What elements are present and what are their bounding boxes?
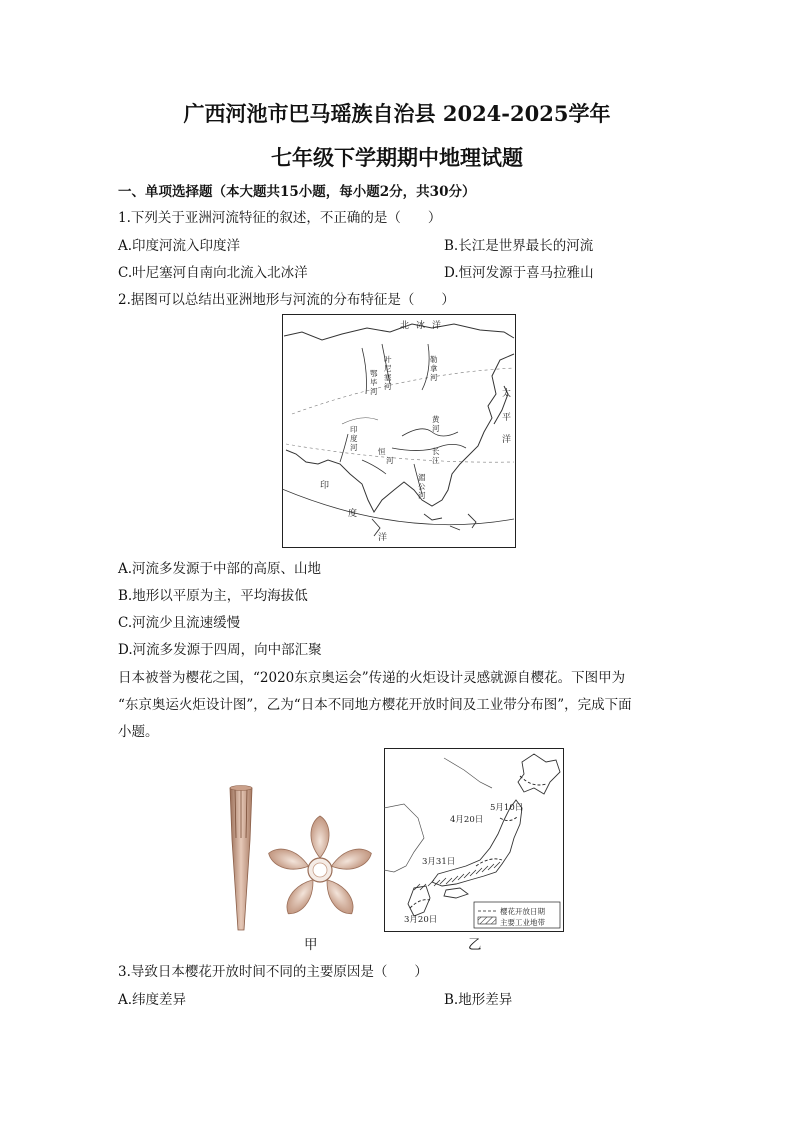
label-yenisei-3: 河 — [384, 382, 392, 391]
question-3-option-b: B.地形差异 — [444, 992, 513, 1008]
label-pacific-2: 洋 — [502, 435, 512, 445]
sakura-blossom — [266, 816, 374, 919]
asia-rivers-map — [282, 314, 516, 548]
figure-label-yi: 乙 — [468, 937, 482, 953]
question-2-stem: 2.据图可以总结出亚洲地形与河流的分布特征是（ ） — [118, 292, 455, 308]
label-ob-1: 毕 — [370, 378, 378, 387]
label-arctic-2: 洋 — [432, 321, 442, 331]
label-mekong-0: 湄 — [418, 473, 426, 482]
question-1-option-c: C.叶尼塞河自南向北流入北冰洋 — [118, 265, 308, 281]
label-pacific-0: 太 — [502, 389, 512, 399]
figure-label-jia: 甲 — [304, 937, 318, 953]
label-indian-2: 洋 — [378, 533, 388, 543]
label-yenisei-0: 叶 — [384, 355, 392, 364]
label-ob-0: 鄂 — [370, 369, 378, 378]
bloom-date-mar20: 3月20日 — [404, 915, 438, 925]
label-ganges-1: 河 — [386, 456, 394, 465]
bloom-date-apr20: 4月20日 — [450, 815, 484, 825]
question-3-option-a: A.纬度差异 — [118, 992, 187, 1008]
label-yangtze-0: 长 — [432, 447, 440, 456]
label-mekong-2: 河 — [418, 491, 426, 500]
label-ob-2: 河 — [370, 387, 378, 396]
section-heading: 一、单项选择题（本大题共15小题，每小题2分，共30分） — [118, 184, 476, 200]
question-2-option-c: C.河流少且流速缓慢 — [118, 615, 241, 631]
page-subtitle: 七年级下学期期中地理试题 — [271, 145, 523, 170]
bloom-date-mar31: 3月31日 — [422, 857, 456, 867]
intro-line-3: 小题。 — [118, 724, 159, 740]
label-yellow-0: 黄 — [432, 415, 440, 424]
question-2-option-d: D.河流多发源于四周，向中部汇聚 — [118, 642, 322, 658]
intro-line-2: “东京奥运火炬设计图”，乙为“日本不同地方樱花开放时间及工业带分布图”，完成下面 — [118, 697, 632, 713]
question-1-option-a: A.印度河流入印度洋 — [118, 238, 241, 254]
label-indus-2: 河 — [350, 443, 358, 452]
label-indus-0: 印 — [350, 425, 358, 434]
label-arctic-1: 冰 — [416, 321, 426, 331]
bloom-date-may10: 5月10日 — [490, 803, 524, 813]
label-lena-1: 拿 — [430, 364, 438, 373]
question-3-stem: 3.导致日本樱花开放时间不同的主要原因是（ ） — [118, 964, 428, 980]
label-yenisei-2: 塞 — [384, 373, 392, 382]
label-lena-0: 勒 — [430, 355, 438, 364]
label-indian-1: 度 — [348, 509, 358, 519]
label-arctic-0: 北 — [400, 321, 410, 331]
legend-bloom-date: 樱花开放日期 — [500, 907, 545, 916]
question-2-option-b: B.地形以平原为主，平均海拔低 — [118, 588, 308, 604]
label-yangtze-1: 江 — [432, 456, 440, 465]
japan-sakura-map — [384, 748, 564, 932]
label-indian-0: 印 — [320, 481, 330, 491]
question-1-stem: 1.下列关于亚洲河流特征的叙述，不正确的是（ ） — [118, 210, 442, 226]
torch-design-figure — [222, 780, 378, 934]
label-yenisei-1: 尼 — [384, 364, 392, 373]
question-1-option-b: B.长江是世界最长的河流 — [444, 238, 594, 254]
intro-line-1: 日本被誉为樱花之国，“2020东京奥运会”传递的火炬设计灵感就源自樱花。下图甲为 — [118, 670, 626, 686]
label-lena-2: 河 — [430, 373, 438, 382]
label-indus-1: 度 — [350, 434, 358, 443]
question-1-option-d: D.恒河发源于喜马拉雅山 — [444, 265, 594, 281]
label-pacific-1: 平 — [502, 413, 512, 423]
label-yellow-1: 河 — [432, 424, 440, 433]
question-2-option-a: A.河流多发源于中部的高原、山地 — [118, 561, 322, 577]
label-ganges-0: 恒 — [378, 447, 386, 456]
label-mekong-1: 公 — [418, 482, 426, 491]
page-title: 广西河池市巴马瑶族自治县 2024-2025学年 — [183, 101, 611, 126]
legend-industry-belt: 主要工业地带 — [500, 918, 545, 927]
